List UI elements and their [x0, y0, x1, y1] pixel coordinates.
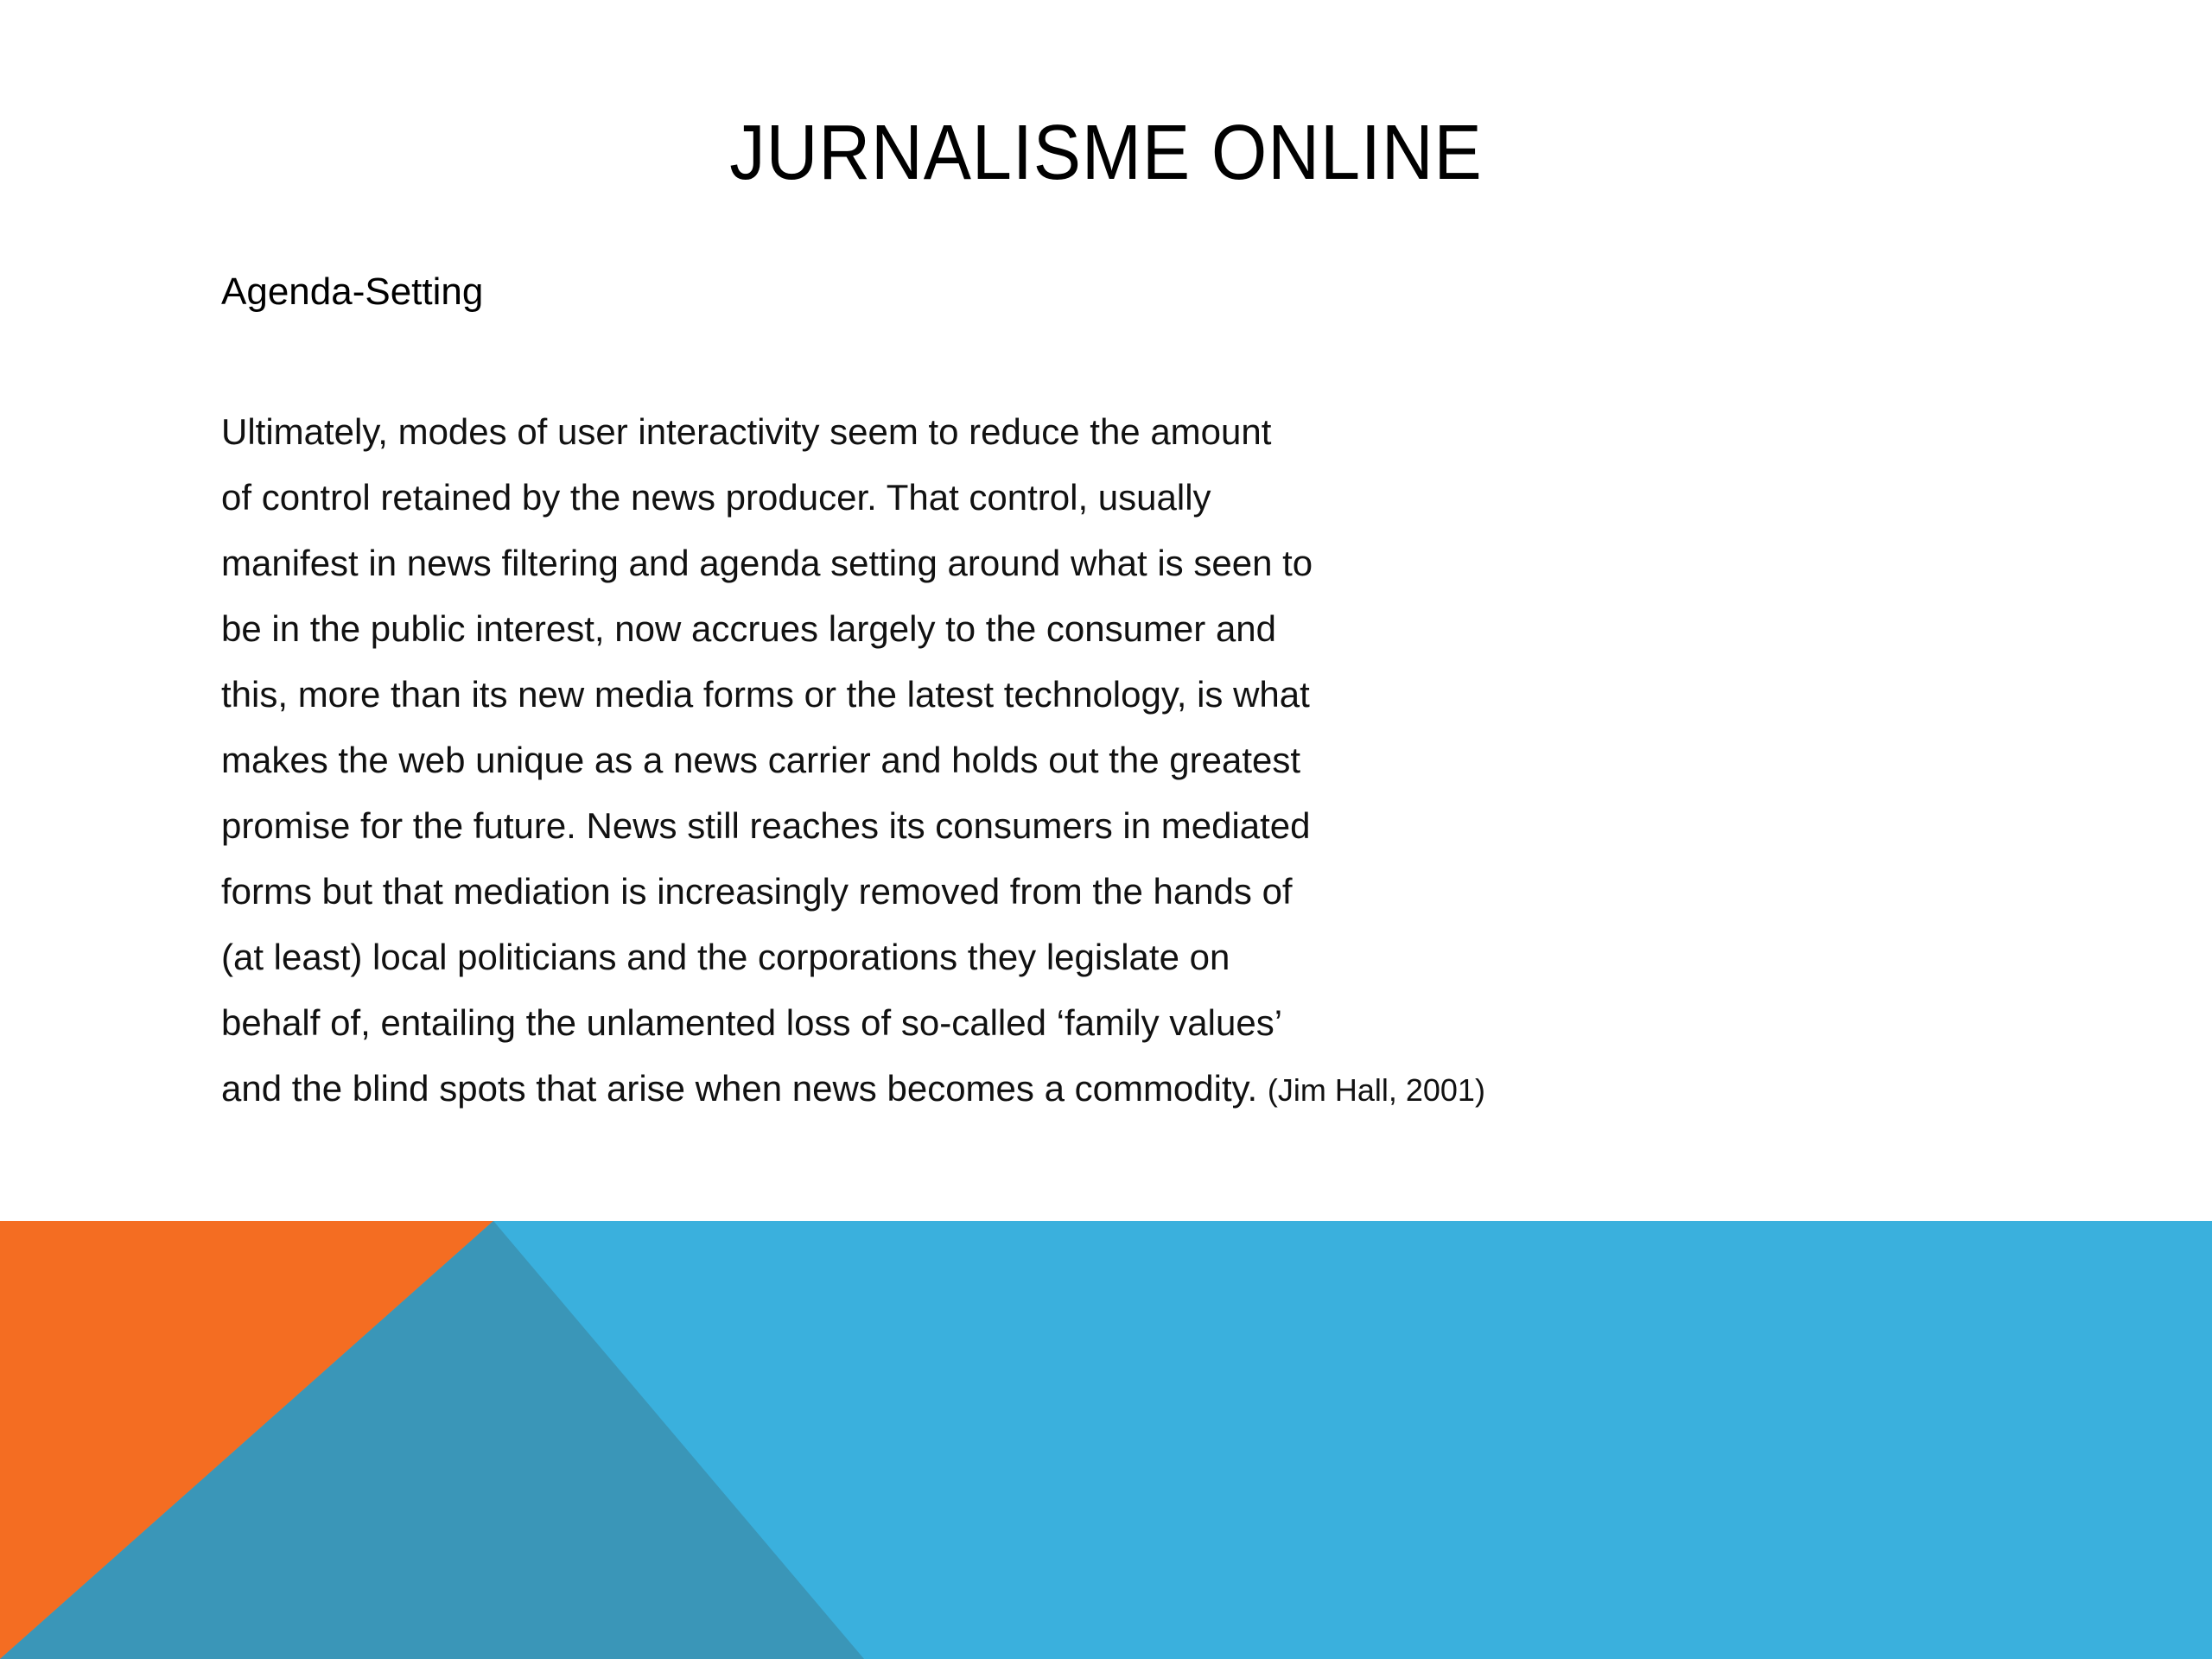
body-line: of control retained by the news producer. That control, usually: [221, 477, 1211, 518]
citation: (Jim Hall, 2001): [1267, 1072, 1485, 1108]
subheading: Agenda-Setting: [221, 270, 484, 313]
body-line-last-text: and the blind spots that arise when news becomes a commodity.: [221, 1068, 1258, 1109]
body-text: [221, 399, 1742, 1123]
body-line: this, more than its new media forms or the latest technology, is what: [221, 674, 1310, 715]
body-line: forms but that mediation is increasingly removed from the hands of: [221, 871, 1293, 912]
body-line: promise for the future. News still reaches its consumers in mediated: [221, 805, 1311, 846]
body-line: (at least) local politicians and the corporations they legislate on: [221, 937, 1230, 977]
body-line: makes the web unique as a news carrier and holds out the greatest: [221, 740, 1301, 780]
body-line: be in the public interest, now accrues largely to the consumer and: [221, 608, 1277, 649]
body-line: manifest in news filtering and agenda setting around what is seen to: [221, 543, 1313, 583]
decorative-footer-shapes: [0, 1221, 2212, 1659]
slide-title: JURNALISME ONLINE: [729, 110, 1483, 196]
body-line: Ultimately, modes of user interactivity seem to reduce the amount: [221, 411, 1272, 452]
body-line: behalf of, entailing the unlamented loss of so-called ‘family values’: [221, 1002, 1283, 1043]
body-line-last: [221, 1056, 1742, 1123]
